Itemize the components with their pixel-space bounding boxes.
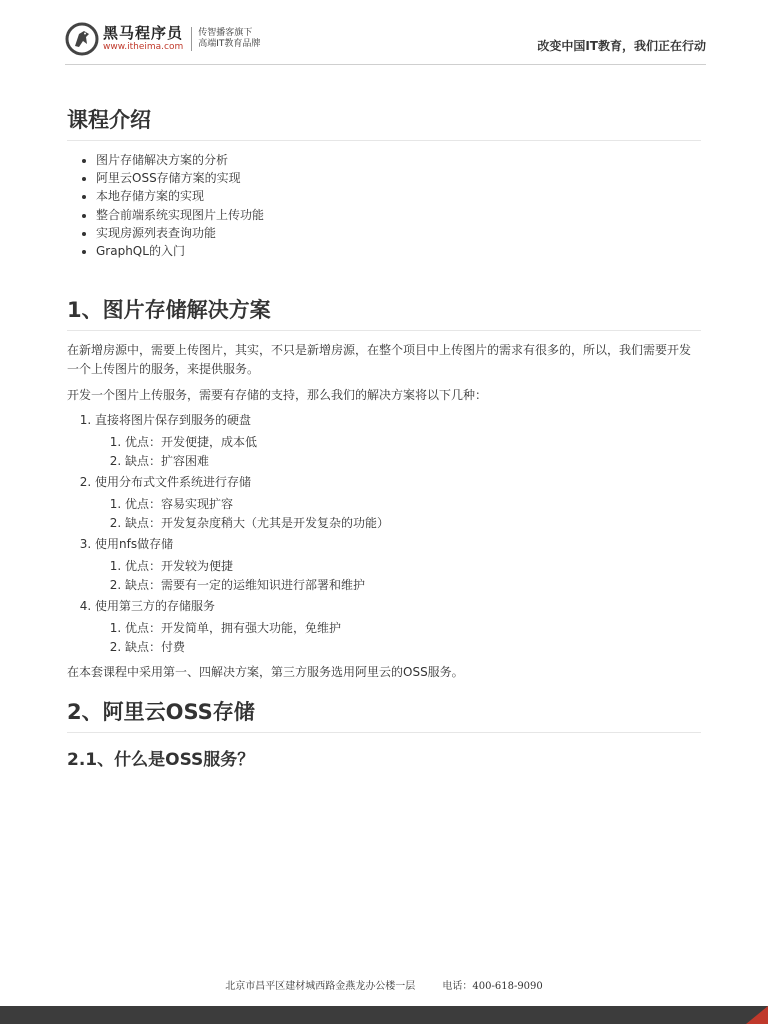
- option-details: [95, 433, 701, 471]
- list-item: • 本地存储方案的实现: [96, 187, 701, 205]
- horse-logo-icon: [65, 22, 99, 56]
- option-pros: 1. 优点：开发较为便捷: [125, 557, 701, 576]
- section1-paragraph-2: 开发一个图片上传服务，需要有存储的支持，那么我们的解决方案将以下几种：: [67, 388, 488, 403]
- page-footer: [0, 977, 768, 992]
- intro-heading: 课程介绍: [67, 104, 701, 141]
- option-label: 使用nfs做存储: [95, 537, 174, 552]
- footer-accent: [746, 1006, 768, 1024]
- option-label: 使用分布式文件系统进行存储: [95, 475, 252, 490]
- option-details: [95, 495, 701, 533]
- brand-tagline-2: 高端IT教育品牌: [198, 39, 261, 49]
- list-item: [95, 411, 701, 471]
- section1-heading: 1、图片存储解决方案: [67, 294, 701, 331]
- logo-divider: [191, 27, 192, 51]
- section1-paragraph-1: 在新增房源中，需要上传图片，其实，不只是新增房源，在整个项目中上传图片的需求有很多的，所以，我们需要开发一个上传图片的服务，来提供服务。: [67, 343, 692, 377]
- brand-tagline-1: 传智播客旗下: [198, 28, 253, 38]
- brand-url: www.itheima.com: [103, 42, 184, 52]
- list-item: [95, 597, 701, 657]
- list-item: • 整合前端系统实现图片上传功能: [96, 206, 701, 224]
- intro-list: [67, 151, 701, 260]
- option-pros: 1. 优点：开发便捷，成本低: [125, 433, 701, 452]
- option-label: 直接将图片保存到服务的硬盘: [95, 413, 252, 428]
- header-slogan: 改变中国IT教育，我们正在行动: [537, 39, 706, 53]
- option-label: 使用第三方的存储服务: [95, 599, 216, 614]
- option-details: [95, 557, 701, 595]
- brand-name: 黑马程序员: [103, 24, 184, 42]
- option-details: [95, 619, 701, 657]
- list-item: • 图片存储解决方案的分析: [96, 151, 701, 169]
- option-cons: 2. 缺点：付费: [125, 638, 701, 657]
- footer-bar: [0, 1006, 768, 1024]
- option-cons: 2. 缺点：需要有一定的运维知识进行部署和维护: [125, 576, 701, 595]
- list-item: [95, 473, 701, 533]
- footer-address: 北京市昌平区建材城西路金燕龙办公楼一层: [225, 981, 416, 992]
- option-cons: 2. 缺点：扩容困难: [125, 452, 701, 471]
- option-pros: 1. 优点：容易实现扩容: [125, 495, 701, 514]
- list-item: [95, 535, 701, 595]
- header-divider: [65, 64, 706, 65]
- document-body: [67, 104, 701, 770]
- solution-options-list: [67, 411, 701, 657]
- brand-logo[interactable]: [65, 22, 260, 56]
- section2-1-heading: 2.1、什么是OSS服务？: [67, 750, 255, 771]
- list-item: • 实现房源列表查询功能: [96, 224, 701, 242]
- list-item: • GraphQL的入门: [96, 242, 701, 260]
- option-pros: 1. 优点：开发简单，拥有强大功能，免维护: [125, 619, 701, 638]
- footer-phone: 电话：400-618-9090: [442, 981, 543, 992]
- section1-conclusion: 在本套课程中采用第一、四解决方案，第三方服务选用阿里云的OSS服务。: [67, 665, 464, 680]
- option-cons: 2. 缺点：开发复杂度稍大（尤其是开发复杂的功能）: [125, 514, 701, 533]
- section2-heading: 2、阿里云OSS存储: [67, 696, 701, 733]
- page-header: [0, 0, 768, 66]
- list-item: • 阿里云OSS存储方案的实现: [96, 169, 701, 187]
